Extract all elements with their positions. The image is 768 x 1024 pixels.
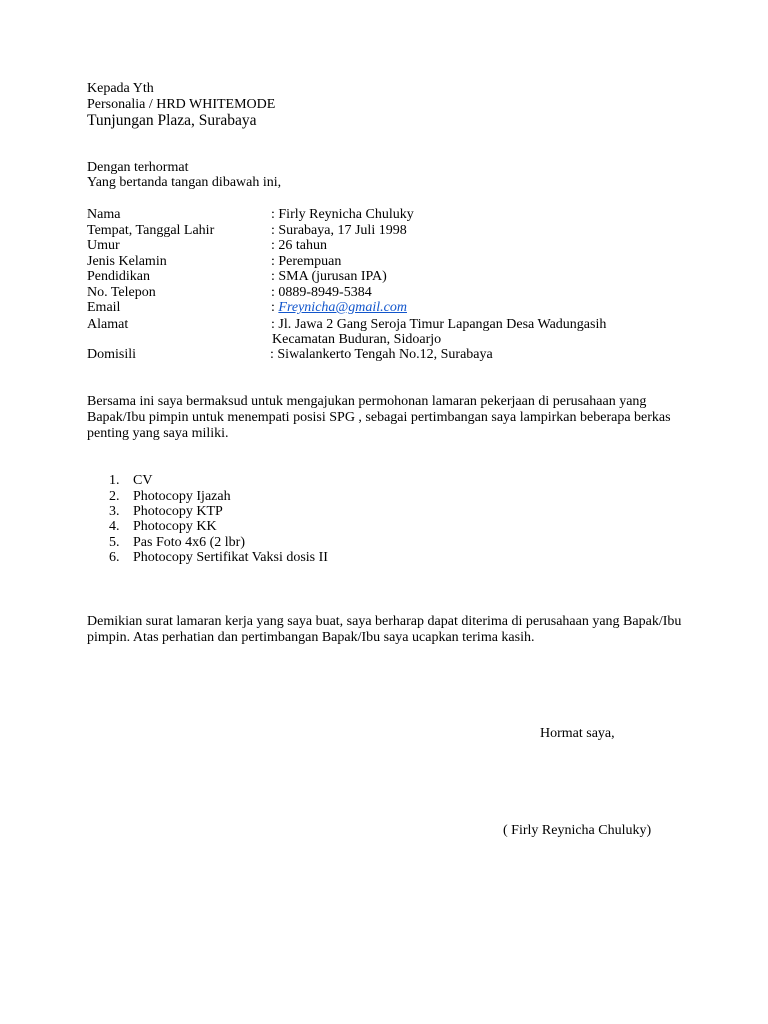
email-prefix: : <box>271 300 275 315</box>
signature-name: ( Firly Reynicha Chuluky) <box>503 823 652 838</box>
detail-value-umur: : 26 tahun <box>271 238 327 253</box>
detail-value-alamat: : Jl. Jawa 2 Gang Seroja Timur Lapangan Desa Wadungasih <box>271 317 607 332</box>
detail-label-umur: Umur <box>87 238 120 253</box>
attachment-item: Photocopy KK <box>133 519 217 534</box>
detail-value-ttl: : Surabaya, 17 Juli 1998 <box>271 223 407 238</box>
detail-value-email-wrapper <box>271 300 407 316</box>
attachment-number: 2. <box>109 489 120 504</box>
attachment-item: CV <box>133 473 153 488</box>
detail-value-alamat-line-2: Kecamatan Buduran, Sidoarjo <box>272 332 442 347</box>
recipient-line-2: Personalia / HRD WHITEMODE <box>87 97 276 112</box>
email-link[interactable]: Freynicha@gmail.com <box>278 300 407 315</box>
detail-value-pendidikan: : SMA (jurusan IPA) <box>271 269 387 284</box>
detail-label-telepon: No. Telepon <box>87 285 156 300</box>
detail-value-telepon: : 0889-8949-5384 <box>271 285 372 300</box>
attachment-item: Photocopy KTP <box>133 504 223 519</box>
attachment-item: Photocopy Ijazah <box>133 489 231 504</box>
attachment-number: 5. <box>109 535 120 550</box>
detail-label-ttl: Tempat, Tanggal Lahir <box>87 223 215 238</box>
closing-paragraph: Demikian surat lamaran kerja yang saya buat, saya berharap dapat diterima di perusahaan yang Bapak/Ibu pimpin. Atas perhatian dan pertimbangan Bapak/Ibu saya ucapkan terima kasih. <box>87 614 682 645</box>
greeting-line-2: Yang bertanda tangan dibawah ini, <box>87 175 282 190</box>
detail-label-email: Email <box>87 300 121 315</box>
detail-label-domisili: Domisili <box>87 347 137 362</box>
attachment-number: 4. <box>109 519 120 534</box>
greeting-line-1: Dengan terhormat <box>87 160 189 175</box>
detail-value-jenis-kelamin: : Perempuan <box>271 254 342 269</box>
body-paragraph: Bersama ini saya bermaksud untuk mengajukan permohonan lamaran pekerjaan di perusahaan yang Bapak/Ibu pimpin untuk menempati posisi SPG , sebagai pertimbangan saya lampirkan beberapa berkas penting yang saya miliki. <box>87 394 671 441</box>
detail-label-pendidikan: Pendidikan <box>87 269 150 284</box>
attachment-item: Pas Foto 4x6 (2 lbr) <box>133 535 245 550</box>
recipient-line-1: Kepada Yth <box>87 81 154 96</box>
attachment-number: 1. <box>109 473 120 488</box>
detail-label-alamat: Alamat <box>87 317 129 332</box>
attachment-number: 3. <box>109 504 120 519</box>
signoff: Hormat saya, <box>540 726 615 741</box>
attachment-item: Photocopy Sertifikat Vaksi dosis II <box>133 550 328 565</box>
recipient-line-3: Tunjungan Plaza, Surabaya <box>87 112 257 129</box>
detail-label-nama: Nama <box>87 207 121 222</box>
detail-value-domisili: : Siwalankerto Tengah No.12, Surabaya <box>270 347 493 362</box>
detail-value-nama: : Firly Reynicha Chuluky <box>271 207 414 222</box>
attachment-number: 6. <box>109 550 120 565</box>
detail-label-jenis-kelamin: Jenis Kelamin <box>87 254 167 269</box>
